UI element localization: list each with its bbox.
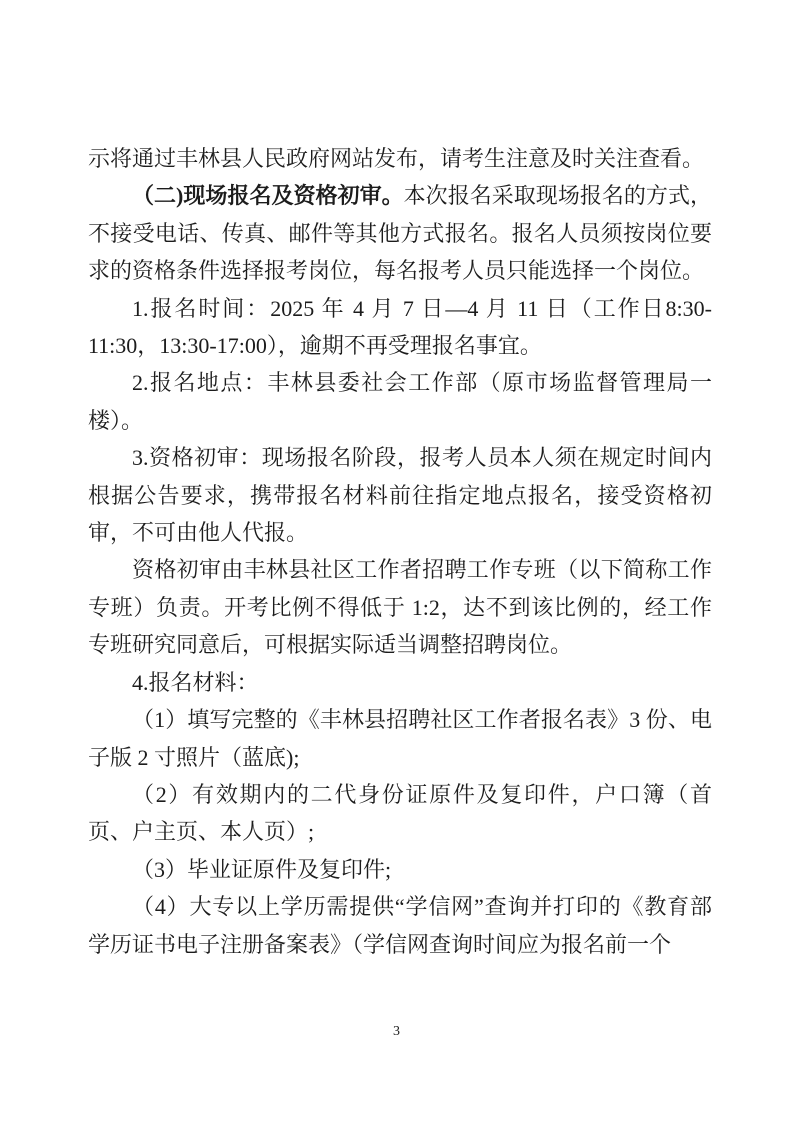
- paragraph: [88, 701, 712, 776]
- paragraph-text: （2）有效期内的二代身份证原件及复印件，户口簿（首页、户主页、本人页）;: [88, 781, 712, 845]
- paragraph-text: 示将通过丰林县人民政府网站发布，请考生注意及时关注查看。: [88, 146, 705, 171]
- paragraph-text: （1）填写完整的《丰林县招聘社区工作者报名表》3 份、电子版 2 寸照片（蓝底);: [88, 707, 712, 770]
- paragraph: [88, 776, 712, 851]
- paragraph: [88, 851, 712, 888]
- paragraph: [88, 364, 712, 439]
- paragraph-text: 2.报名地点：丰林县委社会工作部（原市场监督管理局一楼）。: [88, 370, 712, 433]
- paragraph-text: 资格初审由丰林县社区工作者招聘工作专班（以下简称工作专班）负责。开考比例不得低于 1:2，达不到该比例的，经工作专班研究同意后，可根据实际适当调整招聘岗位。: [88, 557, 712, 658]
- paragraph: [88, 177, 712, 289]
- page-number: 3: [393, 1024, 400, 1039]
- paragraph: [88, 888, 712, 963]
- paragraph-text: 3.资格初审：现场报名阶段，报考人员本人须在规定时间内根据公告要求，携带报名材料前往指定地点报名，接受资格初审，不可由他人代报。: [88, 445, 712, 546]
- document-body: [88, 140, 712, 963]
- paragraph: [88, 290, 712, 365]
- paragraph: [88, 664, 712, 701]
- paragraph: [88, 551, 712, 663]
- paragraph-text: 本次报名采取现场报名的方式，不接受电话、传真、邮件等其他方式报名。报名人员须按岗位要求的资格条件选择报考岗位，每名报考人员只能选择一个岗位。: [88, 183, 712, 284]
- paragraph-text: 1.报名时间：2025 年 4 月 7 日—4 月 11 日（工作日8:30-11:30，13:30-17:00），逾期不再受理报名事宜。: [88, 295, 712, 359]
- paragraph-lead-bold: （二)现场报名及资格初审。: [132, 183, 404, 209]
- paragraph: [88, 439, 712, 551]
- page-footer: [0, 1022, 793, 1042]
- paragraph-text: 4.报名材料：: [132, 669, 259, 695]
- paragraph-text: （3）毕业证原件及复印件;: [132, 856, 392, 882]
- paragraph: [88, 140, 712, 177]
- paragraph-text: （4）大专以上学历需提供“学信网”查询并打印的《教育部学历证书电子注册备案表》（学信网查询时间应为报名前一个: [88, 894, 712, 957]
